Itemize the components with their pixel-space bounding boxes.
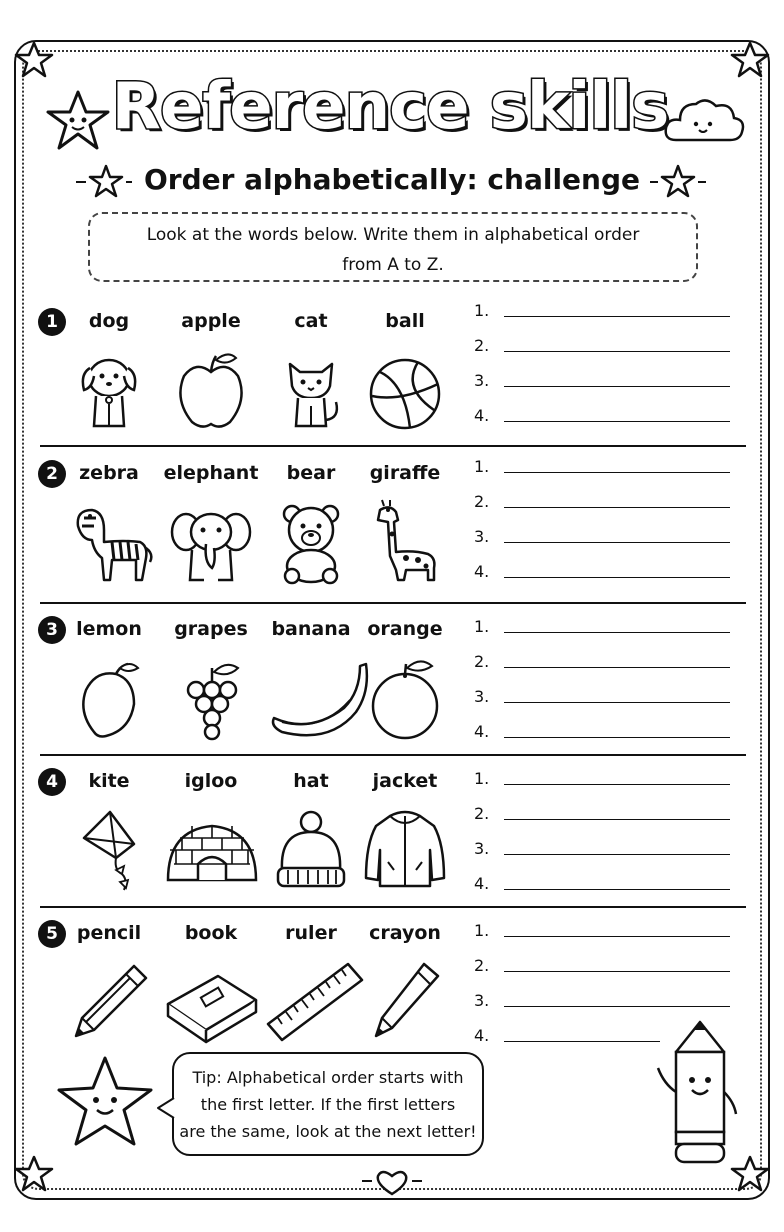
section-divider [40, 602, 746, 604]
word-label: giraffe [369, 462, 441, 484]
section-divider [40, 906, 746, 908]
star-icon [648, 162, 708, 202]
giraffe-icon [360, 496, 450, 586]
word-label: zebra [79, 462, 139, 484]
answer-blank[interactable] [504, 351, 730, 352]
section-divider [40, 754, 746, 756]
igloo-icon [162, 804, 262, 894]
page-subtitle: Order alphabetically: challenge [143, 163, 641, 196]
word-label: banana [271, 618, 351, 640]
lemon-icon [64, 652, 154, 742]
exercise-section [38, 614, 746, 750]
section-number: 2 [38, 460, 66, 488]
book-icon [162, 956, 262, 1046]
answer-line[interactable] [474, 764, 734, 794]
zebra-icon [64, 496, 154, 586]
answer-number: 1. [474, 617, 490, 636]
answer-number: 2. [474, 956, 490, 975]
cloud-icon [662, 92, 746, 148]
answer-blank[interactable] [504, 784, 730, 785]
answer-line[interactable] [474, 647, 734, 677]
answer-number: 3. [474, 991, 490, 1010]
answer-blank[interactable] [504, 936, 730, 937]
word-label: elephant [163, 462, 259, 484]
answer-line[interactable] [474, 557, 734, 587]
answer-line[interactable] [474, 799, 734, 829]
answer-blank[interactable] [504, 1006, 730, 1007]
section-divider [40, 445, 746, 447]
instructions-line-1: Look at the words below. Write them in alphabetical order [146, 225, 640, 245]
answer-number: 2. [474, 804, 490, 823]
answer-blank[interactable] [504, 472, 730, 473]
bear-icon [266, 496, 356, 586]
answer-line[interactable] [474, 869, 734, 899]
dog-icon [64, 344, 154, 434]
answer-line[interactable] [474, 717, 734, 747]
answer-blank[interactable] [504, 542, 730, 543]
answer-line[interactable] [474, 916, 734, 946]
answer-line[interactable] [474, 366, 734, 396]
smiling-star-icon [44, 88, 112, 152]
jacket-icon [360, 804, 450, 894]
answer-line[interactable] [474, 487, 734, 517]
banana-icon [264, 652, 374, 742]
answer-number: 2. [474, 336, 490, 355]
answer-number: 1. [474, 301, 490, 320]
section-number: 4 [38, 768, 66, 796]
hat-icon [266, 804, 356, 894]
answer-number: 3. [474, 371, 490, 390]
tip-bubble [172, 1052, 484, 1156]
section-number: 1 [38, 308, 66, 336]
word-label: book [184, 922, 238, 944]
apple-icon [166, 344, 256, 434]
answer-number: 2. [474, 652, 490, 671]
word-label: orange [367, 618, 443, 640]
answer-blank[interactable] [504, 507, 730, 508]
tip-line-3: are the same, look at the next letter! [179, 1122, 477, 1141]
page-title: Reference skills [111, 70, 669, 144]
instructions-box [88, 212, 698, 282]
elephant-icon [166, 496, 256, 586]
section-number: 3 [38, 616, 66, 644]
answer-blank[interactable] [504, 889, 730, 890]
answer-number: 1. [474, 457, 490, 476]
word-label: kite [88, 770, 130, 792]
ruler-icon [264, 956, 368, 1046]
answer-line[interactable] [474, 452, 734, 482]
answer-blank[interactable] [504, 386, 730, 387]
answer-blank[interactable] [504, 702, 730, 703]
star-icon [14, 1154, 54, 1194]
instructions-line-2: from A to Z. [342, 255, 444, 275]
pencil-icon [64, 956, 154, 1046]
word-label: igloo [184, 770, 238, 792]
ball-icon [360, 344, 450, 434]
heart-icon [360, 1166, 424, 1196]
answer-line[interactable] [474, 986, 734, 1016]
answer-number: 4. [474, 722, 490, 741]
word-label: hat [293, 770, 329, 792]
word-label: pencil [76, 922, 142, 944]
answer-line[interactable] [474, 834, 734, 864]
exercise-section [38, 918, 746, 1054]
word-label: dog [88, 310, 130, 332]
word-label: ruler [285, 922, 337, 944]
answer-blank[interactable] [504, 1041, 660, 1042]
answer-blank[interactable] [504, 632, 730, 633]
star-icon [14, 40, 54, 80]
answer-number: 4. [474, 1026, 490, 1045]
speech-tail-icon [156, 1096, 176, 1120]
answer-number: 3. [474, 527, 490, 546]
answer-line[interactable] [474, 296, 734, 326]
cat-icon [266, 344, 356, 434]
answer-blank[interactable] [504, 667, 730, 668]
kite-icon [64, 804, 154, 894]
answer-blank[interactable] [504, 819, 730, 820]
crayon-icon [360, 956, 450, 1046]
answer-line[interactable] [474, 522, 734, 552]
tip-line-2: the first letter. If the first letters [200, 1095, 456, 1114]
pencil-mascot-icon [648, 1018, 744, 1168]
answer-line[interactable] [474, 401, 734, 431]
answer-line[interactable] [474, 1021, 674, 1051]
answer-blank[interactable] [504, 854, 730, 855]
answer-blank[interactable] [504, 577, 730, 578]
answer-blank[interactable] [504, 971, 730, 972]
smiling-star-icon [54, 1054, 156, 1150]
word-label: crayon [369, 922, 441, 944]
star-icon [730, 40, 770, 80]
section-number: 5 [38, 920, 66, 948]
word-label: grapes [174, 618, 248, 640]
answer-line[interactable] [474, 682, 734, 712]
answer-number: 3. [474, 839, 490, 858]
answer-number: 2. [474, 492, 490, 511]
answer-number: 1. [474, 769, 490, 788]
answer-line[interactable] [474, 331, 734, 361]
exercise-section [38, 458, 746, 594]
orange-icon [360, 652, 450, 742]
answer-number: 4. [474, 406, 490, 425]
tip-line-1: Tip: Alphabetical order starts with [192, 1068, 464, 1087]
answer-number: 4. [474, 874, 490, 893]
word-label: ball [385, 310, 425, 332]
answer-number: 1. [474, 921, 490, 940]
exercise-section [38, 766, 746, 902]
answer-line[interactable] [474, 612, 734, 642]
grapes-icon [166, 652, 256, 742]
exercise-section [38, 301, 746, 442]
word-label: lemon [76, 618, 142, 640]
answer-blank[interactable] [504, 421, 730, 422]
answer-blank[interactable] [504, 737, 730, 738]
answer-blank[interactable] [504, 316, 730, 317]
word-label: jacket [372, 770, 438, 792]
star-icon [74, 162, 134, 202]
word-label: cat [294, 310, 328, 332]
word-label: bear [286, 462, 336, 484]
answer-number: 3. [474, 687, 490, 706]
answer-number: 4. [474, 562, 490, 581]
answer-line[interactable] [474, 951, 734, 981]
word-label: apple [181, 310, 241, 332]
